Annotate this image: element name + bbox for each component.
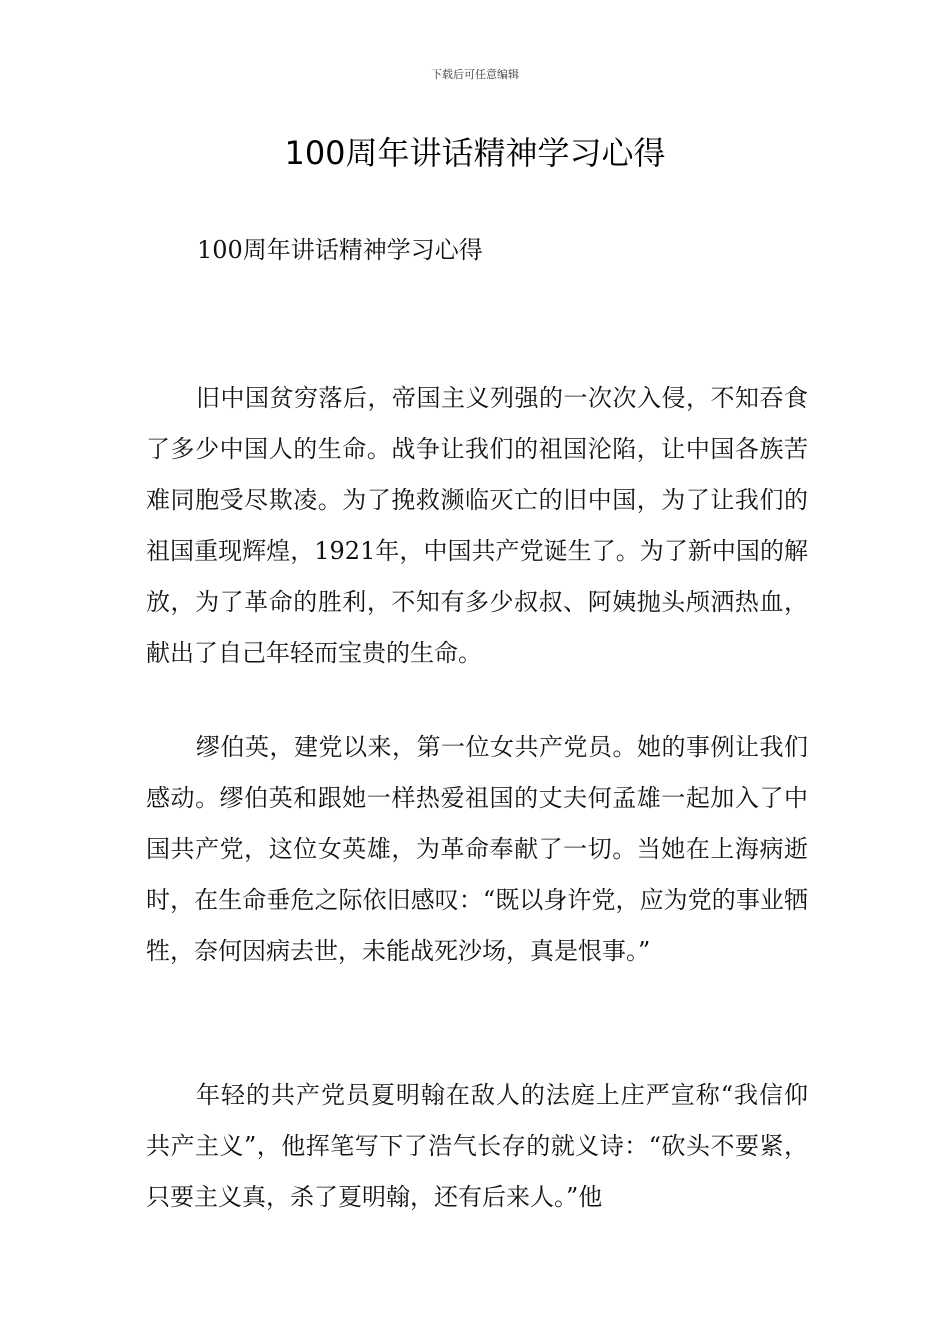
paragraph-2: 缪伯英，建党以来，第一位女共产党员。她的事例让我们感动。缪伯英和跟她一样热爱祖国的丈夫何孟雄一起加入了中国共产党，这位女英雄，为革命奉献了一切。当她在上海病逝时，在生命垂危之际依旧感叹：“既以身许党，应为党的事业牺牲，奈何因病去世，未能战死沙场，真是恨事。”: [146, 733, 808, 965]
paragraph-1: 旧中国贫穷落后，帝国主义列强的一次次入侵，不知吞食了多少中国人的生命。战争让我们的祖国沦陷，让中国各族苦难同胞受尽欺凌。为了挽救濒临灭亡的旧中国，为了让我们的祖国重现辉煌，1921年，中国共产党诞生了。为了新中国的解放，为了革命的胜利，不知有多少叔叔、阿姨抛头颅洒热血，献出了自己年轻而宝贵的生命。: [146, 384, 808, 667]
paragraph-3: 年轻的共产党员夏明翰在敌人的法庭上庄严宣称“我信仰共产主义”，他挥笔写下了浩气长存的就义诗：“砍头不要紧，只要主义真，杀了夏明翰，还有后来人。”他: [146, 1081, 808, 1211]
header-note: 下载后可任意编辑: [431, 68, 519, 81]
document-title: 100周年讲话精神学习心得: [284, 134, 666, 172]
document-subtitle: 100周年讲话精神学习心得: [197, 236, 483, 264]
